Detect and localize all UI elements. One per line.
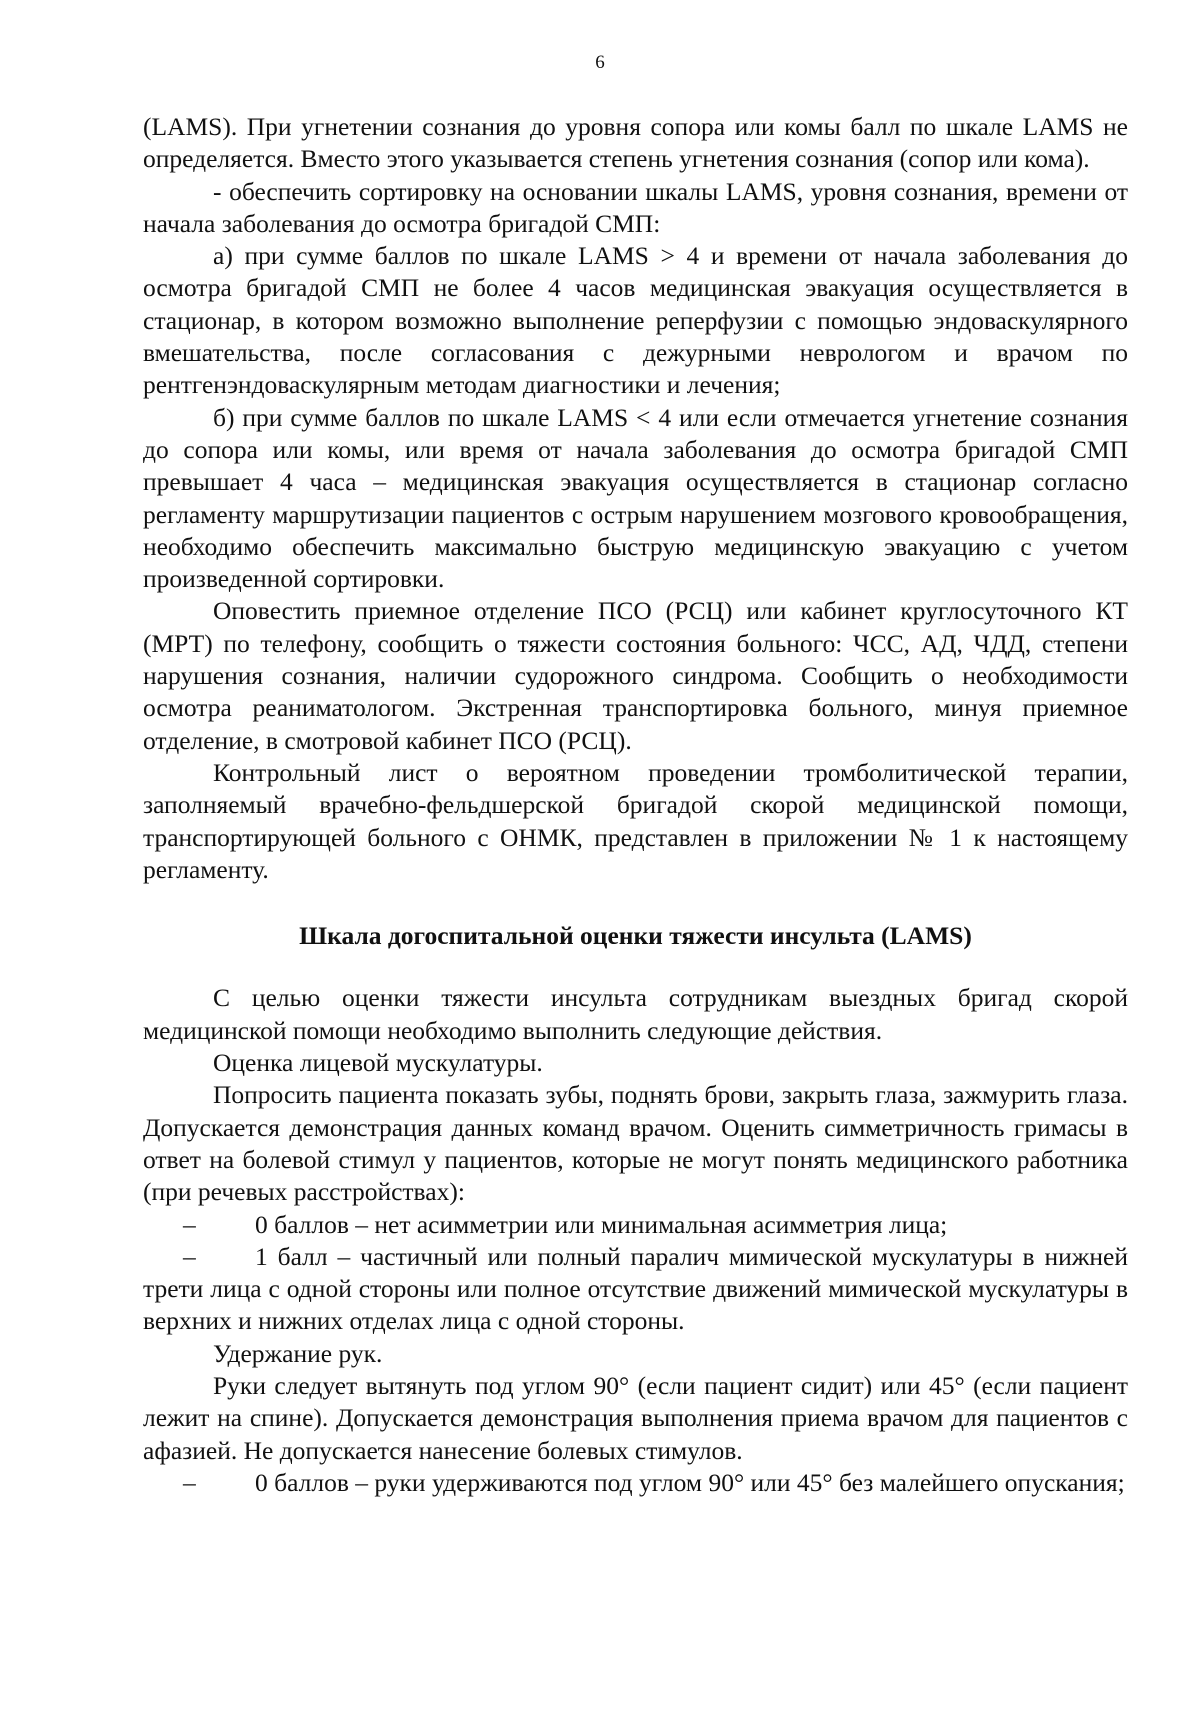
dash-marker: – bbox=[183, 1209, 196, 1239]
list-item-text: 0 баллов – нет асимметрии или минимальная асимметрия лица; bbox=[255, 1209, 948, 1239]
paragraph-face-title: Оценка лицевой мускулатуры. bbox=[213, 1048, 543, 1078]
paragraph-option-a: а) при сумме баллов по шкале LAMS > 4 и времени от начала заболевания до осмотра бригадой СМП не более 4 часов медицинская эвакуация осуществляется в стационар, в котором возможно выполнение реперфузии с помощью эндоваскулярного вмешательства, после согласования с дежурными неврологом и врачом по рентгенэндоваскулярным методам диагностики и лечения; bbox=[143, 241, 1128, 400]
paragraph-arms-instruction: Руки следует вытянуть под углом 90° (если пациент сидит) или 45° (если пациент лежит на спине). Допускается демонстрация выполнения приема врачом для пациентов с афазией. Не допускается нанесение болевых стимулов. bbox=[143, 1370, 1128, 1465]
paragraph-intro: С целью оценки тяжести инсульта сотрудникам выездных бригад скорой медицинской помощи необходимо выполнить следующие действия. bbox=[143, 983, 1128, 1045]
dash-marker: – bbox=[183, 1467, 196, 1497]
paragraph-face-instruction: Попросить пациента показать зубы, поднять брови, закрыть глаза, зажмурить глаза. Допускается демонстрация данных команд врачом. Оценить симметричность гримасы в ответ на болевой стимул у пациентов, которые не могут понять медицинского работника (при речевых расстройствах): bbox=[143, 1080, 1128, 1207]
paragraph-arms-title: Удержание рук. bbox=[213, 1338, 383, 1368]
document-body bbox=[143, 111, 1128, 1499]
section-heading: Шкала догоспитальной оценки тяжести инсульта (LAMS) bbox=[299, 921, 972, 951]
dash-marker: – bbox=[183, 1241, 196, 1271]
page-number: 6 bbox=[595, 52, 605, 73]
list-item-text: 1 балл – частичный или полный паралич мимической мускулатуры в нижней трети лица с одной стороны или полное отсутствие движений мимической мускулатуры в верхних и нижних отделах лица с одной стороны. bbox=[143, 1241, 1128, 1336]
paragraph-lams-consciousness: (LAMS). При угнетении сознания до уровня сопора или комы балл по шкале LAMS не определяется. Вместо этого указывается степень угнетения сознания (сопор или кома). bbox=[143, 112, 1128, 174]
list-item-face-1 bbox=[143, 1241, 1128, 1338]
list-item-arms-0 bbox=[143, 1467, 1128, 1499]
paragraph-option-b: б) при сумме баллов по шкале LAMS < 4 или если отмечается угнетение сознания до сопора или комы, или время от начала заболевания до осмотра бригадой СМП превышает 4 часа – медицинская эвакуация осуществляется в стационар согласно регламенту маршрутизации пациентов с острым нарушением мозгового кровообращения, необходимо обеспечить максимально быструю медицинскую эвакуацию с учетом произведенной сортировки. bbox=[143, 402, 1128, 594]
paragraph-sorting: - обеспечить сортировку на основании шкалы LAMS, уровня сознания, времени от начала заболевания до осмотра бригадой СМП: bbox=[143, 176, 1128, 238]
paragraph-checklist: Контрольный лист о вероятном проведении тромболитической терапии, заполняемый врачебно-фельдшерской бригадой скорой медицинской помощи, транспортирующей больного с ОНМК, представлен в приложении № 1 к настоящему регламенту. bbox=[143, 757, 1128, 884]
list-item-face-0 bbox=[143, 1209, 1128, 1241]
list-item-text: 0 баллов – руки удерживаются под углом 90° или 45° без малейшего опускания; bbox=[255, 1467, 1125, 1497]
paragraph-notify: Оповестить приемное отделение ПСО (РСЦ) или кабинет круглосуточного КТ (МРТ) по телефону, сообщить о тяжести состояния больного: ЧСС, АД, ЧДД, степени нарушения сознания, наличии судорожного синдрома. Сообщить о необходимости осмотра реаниматологом. Экстренная транспортировка больного, минуя приемное отделение, в смотровой кабинет ПСО (РСЦ). bbox=[143, 596, 1128, 755]
